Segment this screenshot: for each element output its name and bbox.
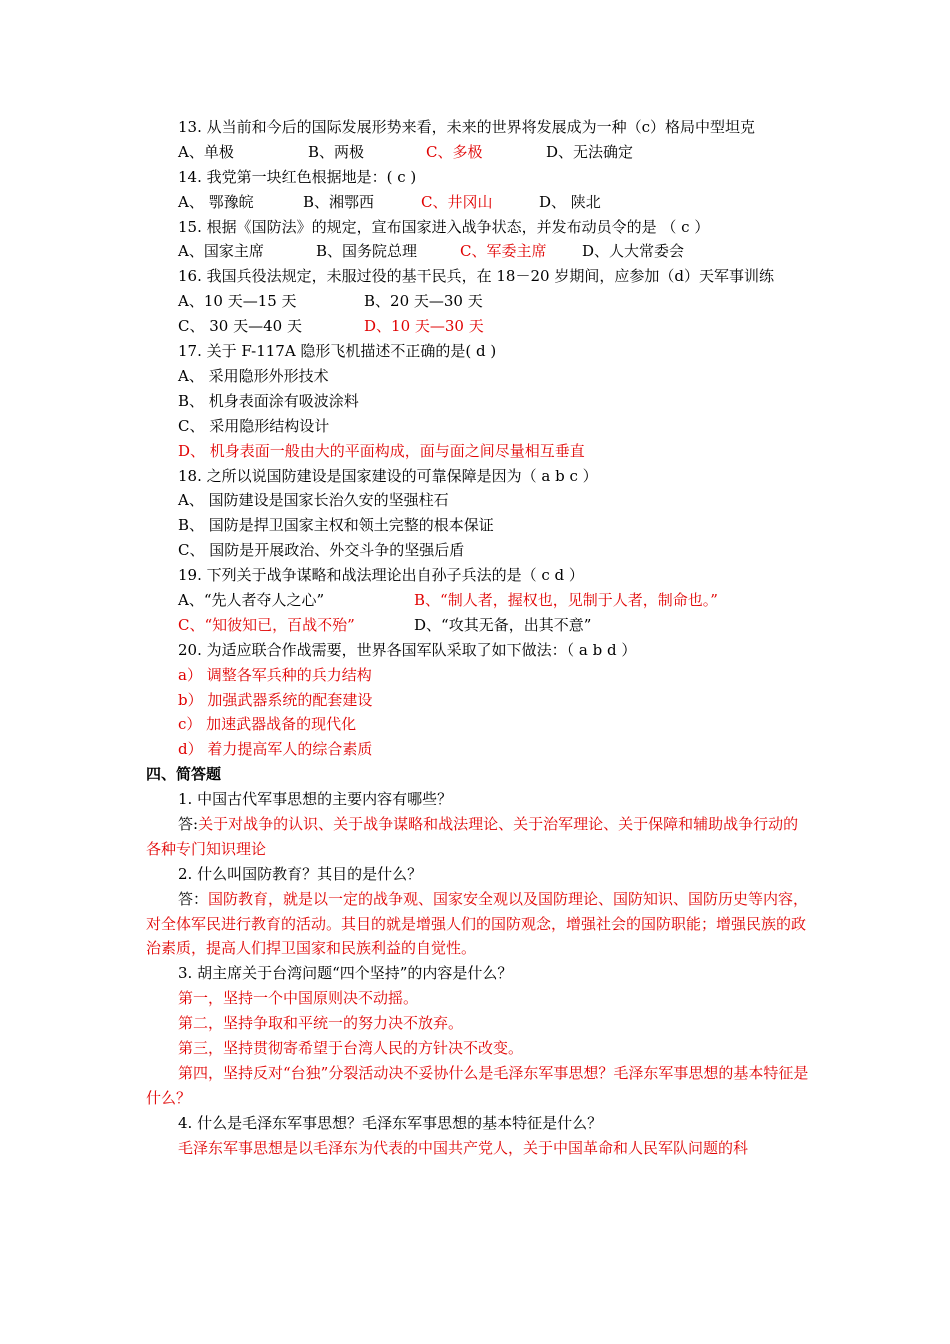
q16-stem-text: 16. 我国兵役法规定，未服过役的基干民兵，在 18－20 岁期间，应参加（d）天军事训练 — [178, 267, 774, 286]
q19-option-c: C、“知彼知已，百战不殆” — [178, 615, 355, 634]
s2-answer-label: 答： — [178, 889, 209, 908]
document-page — [146, 115, 810, 1161]
q17-stem: 17. 关于 F-117A 隐形飞机描述不正确的是( d ) — [178, 342, 497, 361]
s4-answer: 毛泽东军事思想是以毛泽东为代表的中国共产党人，关于中国革命和人民军队问题的科 — [178, 1138, 749, 1157]
s4-question: 4. 什么是毛泽东军事思想？毛泽东军事思想的基本特征是什么？ — [178, 1113, 603, 1132]
q20-option-d: d） 着力提高军人的综合素质 — [178, 740, 373, 759]
s1-answer-text: 关于对战争的认识、关于战争谋略和战法理论、关于治军理论、关于保障和辅助战争行动的各种专门知识理论 — [146, 814, 799, 858]
q18-option-b: B、 国防是捍卫国家主权和领土完整的根本保证 — [178, 516, 494, 535]
q15-options — [146, 239, 810, 264]
s1-answer — [146, 812, 810, 862]
s1-answer-label: 答: — [178, 814, 199, 833]
q16-option-c: C、 30 天—40 天 — [178, 317, 302, 336]
q19-option-b: B、“制人者，握权也，见制于人者，制命也。” — [414, 590, 718, 609]
s3-point-1: 第一，坚持一个中国原则决不动摇。 — [178, 989, 419, 1008]
q13-option-b: B、两极 — [308, 142, 365, 161]
q14-option-d: D、 陕北 — [539, 192, 601, 211]
q16-option-d: D、10 天—30 天 — [364, 317, 484, 336]
q18-stem: 18. 之所以说国防建设是国家建设的可靠保障是因为（ a b c ） — [178, 466, 598, 485]
s2-question: 2. 什么叫国防教育？其目的是什么？ — [178, 864, 423, 883]
q13-option-a: A、单极 — [178, 142, 234, 161]
s3-point-2: 第二，坚持争取和平统一的努力决不放弃。 — [178, 1014, 464, 1033]
q14-stem: 14. 我党第一块红色根据地是：( c ) — [178, 167, 417, 186]
q16-stem — [146, 264, 810, 289]
section-title: 四、简答题 — [146, 765, 222, 784]
s3-point-3: 第三，坚持贯彻寄希望于台湾人民的方针决不改变。 — [178, 1039, 524, 1058]
q18-option-c: C、 国防是开展政治、外交斗争的坚强后盾 — [178, 541, 465, 560]
q20-option-a: a） 调整各军兵种的兵力结构 — [178, 665, 372, 684]
s1-question: 1. 中国古代军事思想的主要内容有哪些？ — [178, 790, 453, 809]
q14-option-a: A、 鄂豫皖 — [178, 192, 254, 211]
q19-options-row1 — [146, 588, 810, 613]
s3-question: 3. 胡主席关于台湾问题“四个坚持”的内容是什么？ — [178, 964, 513, 983]
s2-answer-text: 国防教育，就是以一定的战争观、国家安全观以及国防理论、国防知识、国防历史等内容，对全体军民进行教育的活动。其目的就是增强人们的国防观念，增强社会的国防职能；增强民族的政治素质，提高人们捍卫国家和民族利益的自觉性。 — [146, 889, 809, 958]
q14-option-c: C、井冈山 — [421, 192, 493, 211]
q15-option-d: D、人大常委会 — [582, 242, 685, 261]
q19-option-a: A、“先人者夺人之心” — [178, 590, 325, 609]
q16-option-b: B、20 天—30 天 — [364, 292, 483, 311]
q17-option-b: B、 机身表面涂有吸波涂料 — [178, 391, 359, 410]
q13-options — [146, 140, 810, 165]
q13-option-d: D、无法确定 — [546, 142, 634, 161]
q19-option-d: D、“攻其无备，出其不意” — [414, 615, 592, 634]
q17-option-a: A、 采用隐形外形技术 — [178, 366, 329, 385]
q16-options-row1 — [146, 289, 810, 314]
q14-option-b: B、湘鄂西 — [303, 192, 375, 211]
q20-option-c: c） 加速武器战备的现代化 — [178, 715, 357, 734]
s2-answer — [146, 887, 810, 962]
q20-stem: 20. 为适应联合作战需要，世界各国军队采取了如下做法：（ a b d ） — [178, 640, 637, 659]
q14-options — [146, 190, 810, 215]
q18-option-a: A、 国防建设是国家长治久安的坚强柱石 — [178, 491, 449, 510]
q15-option-b: B、国务院总理 — [316, 242, 418, 261]
q15-option-c: C、军委主席 — [460, 242, 547, 261]
q17-option-d: D、 机身表面一般由大的平面构成，面与面之间尽量相互垂直 — [178, 441, 585, 460]
s3-point-4: 第四，坚持反对“台独”分裂活动决不妥协什么是毛泽东军事思想？毛泽东军事思想的基本特征是什么？ — [146, 1063, 809, 1107]
q20-option-b: b） 加强武器系统的配套建设 — [178, 690, 373, 709]
q16-options-row2 — [146, 314, 810, 339]
q15-stem: 15. 根据《国防法》的规定，宣布国家进入战争状态，并发布动员令的是 （ c ） — [178, 217, 710, 236]
q16-option-a: A、10 天—15 天 — [178, 292, 297, 311]
q13-stem: 13. 从当前和今后的国际发展形势来看，未来的世界将发展成为一种（c）格局中型坦克 — [178, 118, 756, 136]
q15-option-a: A、国家主席 — [178, 242, 264, 261]
q19-options-row2 — [146, 613, 810, 638]
q17-option-c: C、 采用隐形结构设计 — [178, 416, 330, 435]
q19-stem: 19. 下列关于战争谋略和战法理论出自孙子兵法的是（ c d ） — [178, 566, 584, 585]
q13-option-c: C、多极 — [426, 142, 483, 161]
